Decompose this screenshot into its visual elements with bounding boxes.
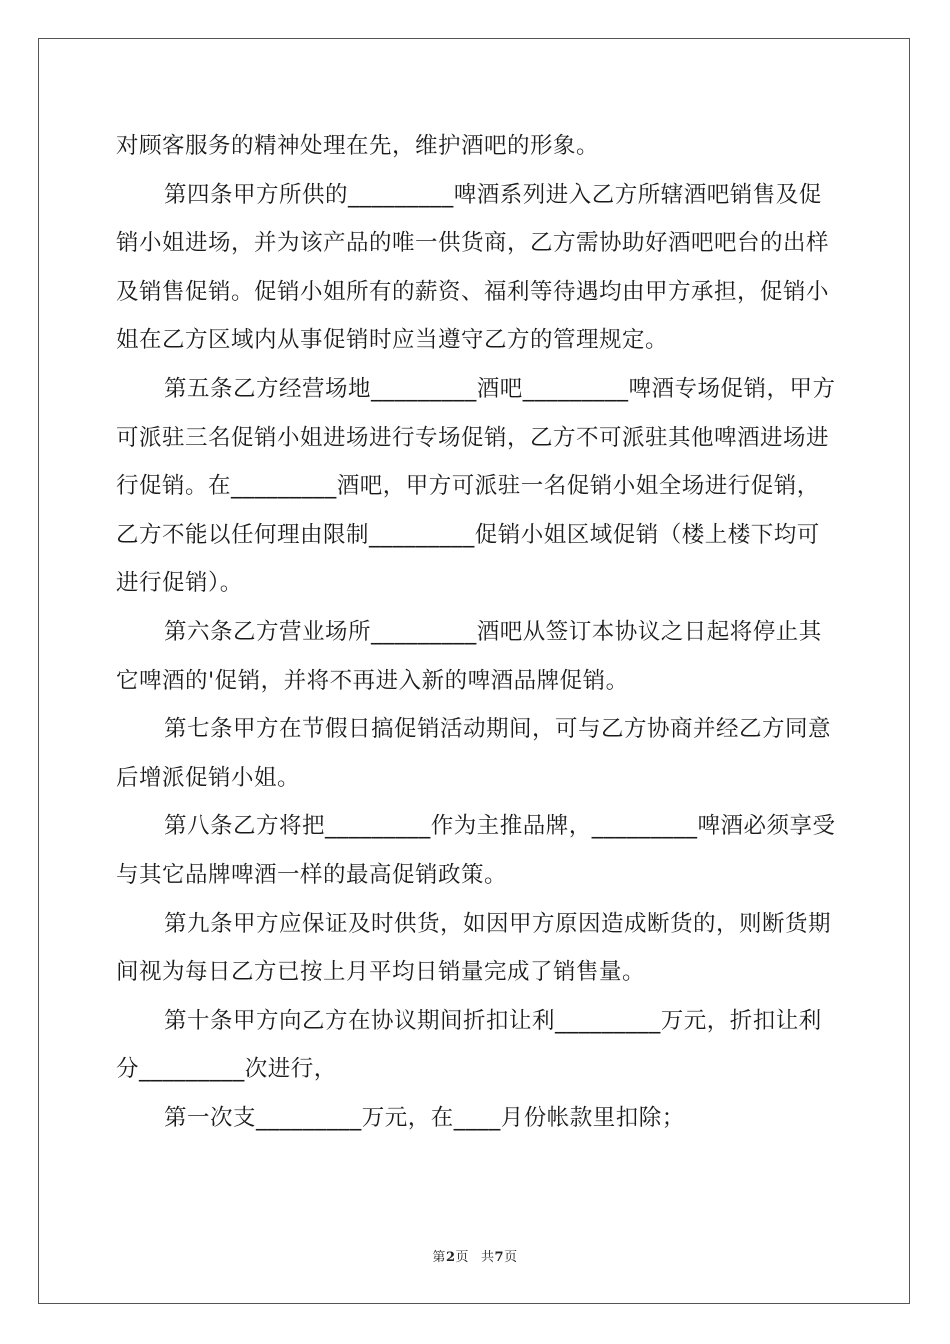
paragraph-article-7: 第七条甲方在节假日搞促销活动期间，可与乙方协商并经乙方同意后增派促销小姐。: [116, 716, 832, 791]
paragraph-continuation: 对顾客服务的精神处理在先，维护酒吧的形象。: [116, 133, 600, 159]
paragraph-article-8: 第八条乙方将把_________作为主推品牌，_________啤酒必须享受与其它品牌啤酒一样的最高促销政策。: [116, 813, 836, 888]
paragraph-article-9: 第九条甲方应保证及时供货，如因甲方原因造成断货的，则断货期间视为每日乙方已按上月平均日销量完成了销售量。: [116, 910, 832, 986]
paragraph-article-5: 第五条乙方经营场地_________酒吧_________啤酒专场促销，甲方可派驻三名促销小姐进场进行专场促销，乙方不可派驻其他啤酒进场进行促销。在_________酒吧，甲方可派驻一名促销小姐全场进行促销，乙方不能以任何理由限制_________促销小姐区域促销（楼上楼下均可进行促销）。: [116, 375, 836, 597]
page-suffix: 页: [455, 1250, 469, 1265]
total-pages: 7: [494, 1250, 505, 1265]
total-suffix: 页: [504, 1250, 518, 1265]
paragraph-first-payment: 第一次支_________万元，在____月份帐款里扣除；: [164, 1104, 685, 1131]
page-number: 2: [445, 1250, 456, 1265]
paragraph-article-4: 第四条甲方所供的_________啤酒系列进入乙方所辖酒吧销售及促销小姐进场，并为该产品的唯一供货商，乙方需协助好酒吧吧台的出样及销售促销。促销小姐所有的薪资、福利等待遇均由甲方承担，促销小姐在乙方区域内从事促销时应当遵守乙方的管理规定。: [116, 181, 830, 354]
paragraph-article-6: 第六条乙方营业场所_________酒吧从签订本协议之日起将停止其它啤酒的'促销，并将不再进入新的啤酒品牌促销。: [116, 618, 822, 694]
paragraph-article-10: 第十条甲方向乙方在协议期间折扣让利_________万元，折扣让利分_________次进行，: [116, 1007, 822, 1083]
total-prefix: 共: [481, 1250, 495, 1265]
page-prefix: 第: [432, 1250, 446, 1265]
page-footer: [0, 1246, 950, 1265]
document-body: [116, 122, 838, 1142]
